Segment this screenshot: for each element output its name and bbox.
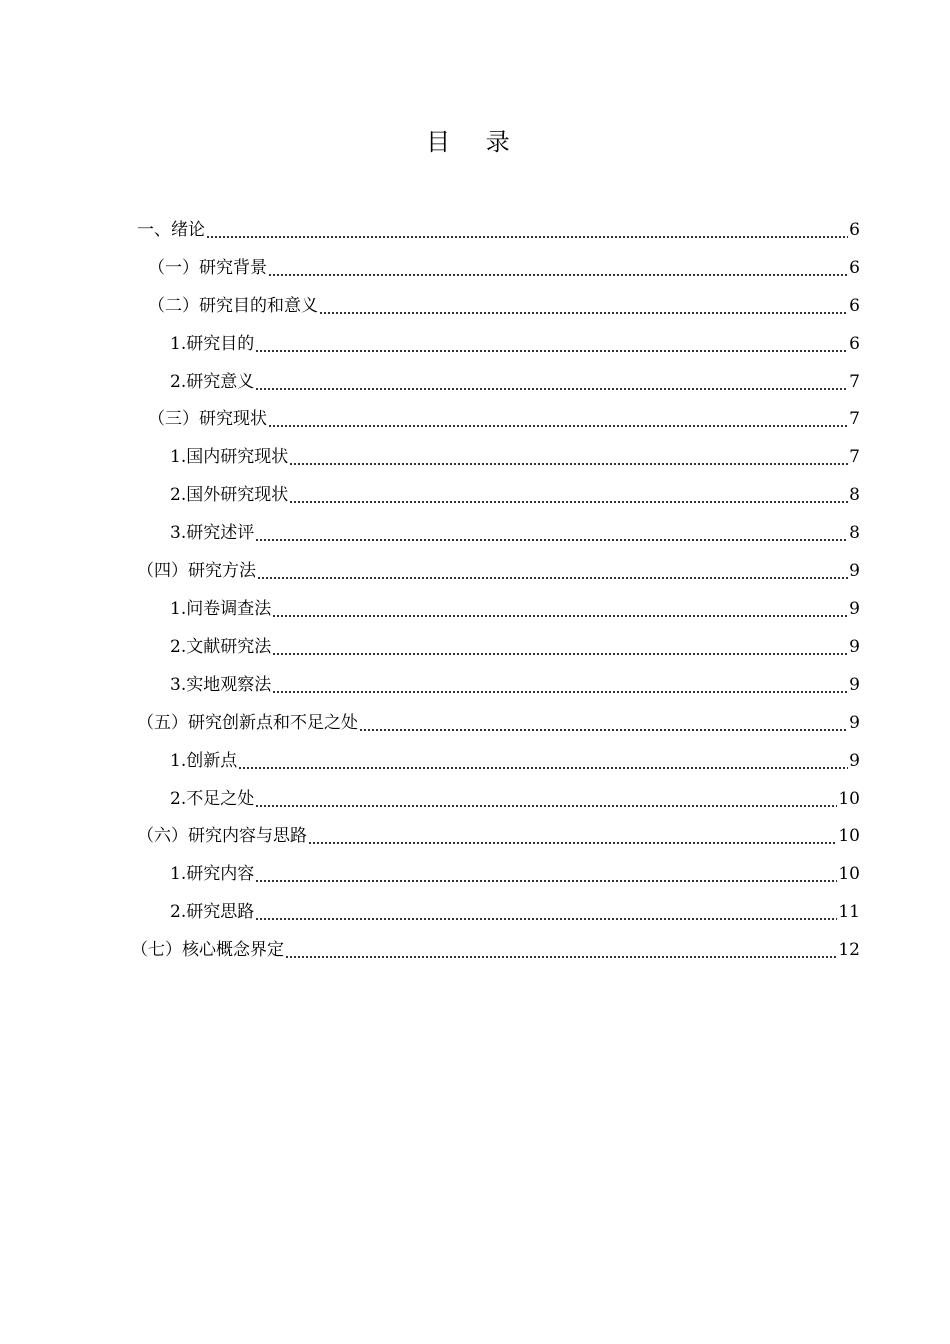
toc-entry-label: 一、绪论 bbox=[137, 220, 205, 240]
toc-entry-label: 2.文献研究法 bbox=[170, 637, 272, 657]
toc-entry-label: 2.研究思路 bbox=[170, 902, 255, 922]
toc-entry[interactable] bbox=[170, 521, 860, 545]
toc-entry-label: 1.问卷调查法 bbox=[170, 599, 272, 619]
toc-entry-label: （一）研究背景 bbox=[148, 258, 267, 278]
toc-entry[interactable] bbox=[137, 559, 860, 583]
toc-dot-leader bbox=[289, 445, 848, 469]
toc-entry-label: 1.研究目的 bbox=[170, 334, 255, 354]
toc-entry-page-number: 6 bbox=[849, 258, 860, 278]
toc-entry[interactable] bbox=[137, 711, 860, 735]
toc-dot-leader bbox=[272, 597, 848, 621]
toc-entry-label: 2.研究意义 bbox=[170, 372, 255, 392]
toc-entry[interactable] bbox=[170, 597, 860, 621]
toc-entry[interactable] bbox=[170, 673, 860, 697]
toc-entry-page-number: 10 bbox=[838, 864, 860, 884]
toc-dot-leader bbox=[268, 256, 848, 280]
toc-entry-page-number: 10 bbox=[838, 789, 860, 809]
toc-entry-page-number: 6 bbox=[849, 334, 860, 354]
toc-entry[interactable] bbox=[170, 862, 860, 886]
toc-entry-label: （六）研究内容与思路 bbox=[137, 826, 307, 846]
toc-dot-leader bbox=[272, 673, 848, 697]
toc-entry-page-number: 11 bbox=[838, 902, 860, 922]
toc-entry[interactable] bbox=[170, 483, 860, 507]
toc-entry-page-number: 7 bbox=[849, 447, 860, 467]
toc-entry-page-number: 9 bbox=[849, 751, 860, 771]
toc-entry-label: 2.不足之处 bbox=[170, 789, 255, 809]
toc-entry-label: （五）研究创新点和不足之处 bbox=[137, 713, 358, 733]
toc-entry-page-number: 10 bbox=[838, 826, 860, 846]
toc-dot-leader bbox=[319, 294, 848, 318]
toc-entry-label: （七）核心概念界定 bbox=[131, 940, 284, 960]
toc-entry-page-number: 9 bbox=[849, 561, 860, 581]
toc-entry-label: （二）研究目的和意义 bbox=[148, 296, 318, 316]
toc-dot-leader bbox=[206, 218, 848, 242]
toc-entry-label: 1.创新点 bbox=[170, 751, 238, 771]
toc-dot-leader bbox=[238, 749, 848, 773]
toc-entry-page-number: 6 bbox=[849, 220, 860, 240]
toc-entry[interactable] bbox=[170, 900, 860, 924]
toc-title: 目 录 bbox=[426, 128, 524, 156]
toc-entry-page-number: 9 bbox=[849, 675, 860, 695]
toc-entry-label: 1.研究内容 bbox=[170, 864, 255, 884]
toc-dot-leader bbox=[285, 938, 837, 962]
toc-entry-page-number: 7 bbox=[849, 372, 860, 392]
toc-dot-leader bbox=[255, 332, 848, 356]
toc-entry[interactable] bbox=[170, 787, 860, 811]
toc-dot-leader bbox=[289, 483, 848, 507]
toc-entry-page-number: 9 bbox=[849, 713, 860, 733]
toc-entry-page-number: 9 bbox=[849, 599, 860, 619]
toc-entry-page-number: 8 bbox=[849, 523, 860, 543]
toc-entry[interactable] bbox=[148, 407, 860, 431]
toc-entry[interactable] bbox=[137, 824, 860, 848]
toc-entry-label: 3.实地观察法 bbox=[170, 675, 272, 695]
toc-entry[interactable] bbox=[148, 294, 860, 318]
toc-entry-page-number: 12 bbox=[838, 940, 860, 960]
toc-dot-leader bbox=[255, 862, 837, 886]
toc-dot-leader bbox=[255, 370, 848, 394]
toc-entry[interactable] bbox=[148, 256, 860, 280]
toc-entry-label: 3.研究述评 bbox=[170, 523, 255, 543]
toc-entry-page-number: 9 bbox=[849, 637, 860, 657]
toc-entry[interactable] bbox=[170, 445, 860, 469]
toc-dot-leader bbox=[359, 711, 848, 735]
toc-entry[interactable] bbox=[170, 332, 860, 356]
toc-entry-label: 1.国内研究现状 bbox=[170, 447, 289, 467]
toc-dot-leader bbox=[308, 824, 837, 848]
toc-entry-label: （三）研究现状 bbox=[148, 409, 267, 429]
toc-entry-page-number: 7 bbox=[849, 409, 860, 429]
toc-entry-label: 2.国外研究现状 bbox=[170, 485, 289, 505]
toc-entry[interactable] bbox=[170, 749, 860, 773]
toc-dot-leader bbox=[255, 787, 837, 811]
toc-entry-label: （四）研究方法 bbox=[137, 561, 256, 581]
toc-dot-leader bbox=[272, 635, 848, 659]
toc-dot-leader bbox=[268, 407, 848, 431]
toc-entry[interactable] bbox=[170, 635, 860, 659]
toc-dot-leader bbox=[255, 521, 848, 545]
toc-entry-page-number: 8 bbox=[849, 485, 860, 505]
toc-entry[interactable] bbox=[170, 370, 860, 394]
toc-entry[interactable] bbox=[131, 938, 860, 962]
toc-dot-leader bbox=[257, 559, 848, 583]
toc-entry[interactable] bbox=[137, 218, 860, 242]
toc-entry-page-number: 6 bbox=[849, 296, 860, 316]
toc-dot-leader bbox=[255, 900, 837, 924]
